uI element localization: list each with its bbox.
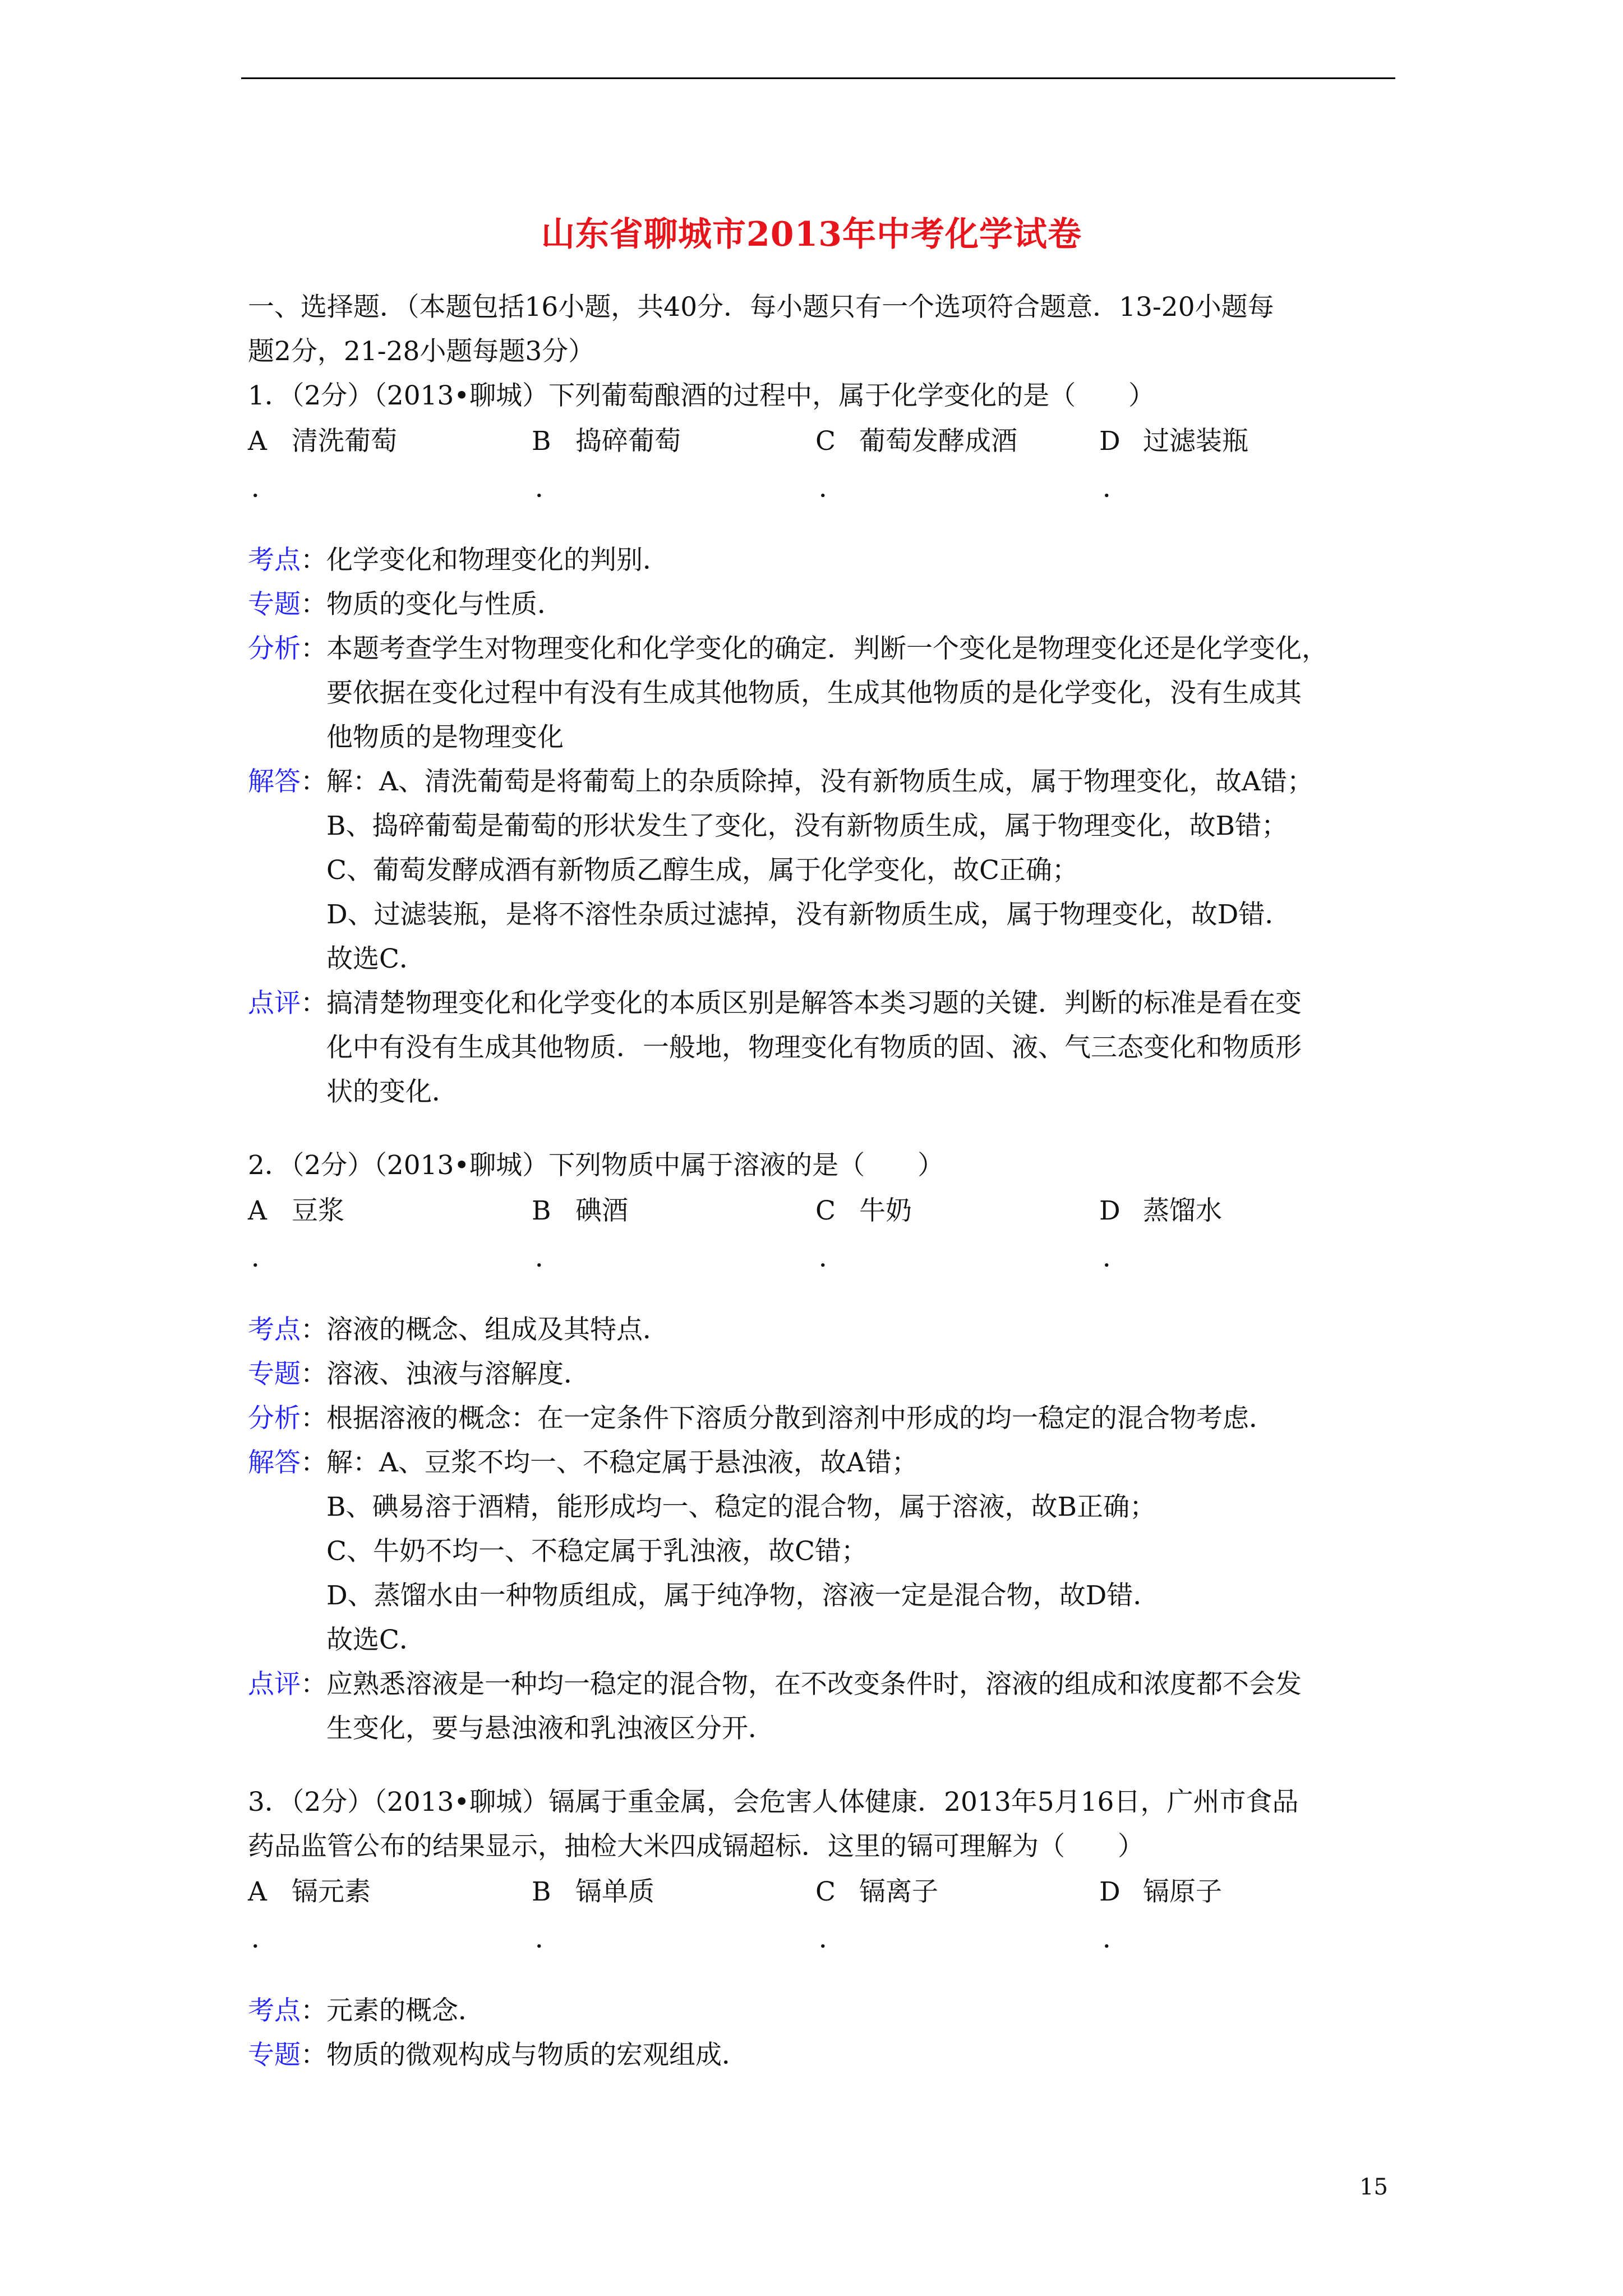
zhuanti-label: 专题：: [248, 2040, 327, 2070]
option-dot: ．: [819, 1243, 845, 1273]
question-stem: [248, 1780, 1398, 1869]
kaodian-label: 考点：: [248, 545, 327, 576]
zhuanti-label: 专题：: [248, 1359, 327, 1389]
dianping-label: 点评：: [248, 1669, 327, 1700]
zhuanti-body: 物质的变化与性质．: [326, 589, 564, 620]
option-text: 过滤装瓶: [1143, 426, 1248, 457]
option-text: 清洗葡萄: [292, 426, 397, 457]
analysis-block: [248, 538, 1398, 1114]
question-stem: [248, 374, 1398, 418]
zhuanti-body: 溶液、浊液与溶解度．: [326, 1359, 590, 1389]
kaodian-label: 考点：: [248, 1314, 327, 1345]
kaodian-body: 溶液的概念、组成及其特点．: [326, 1314, 669, 1345]
options-row: [248, 1870, 1398, 1964]
option-letter: C: [815, 1195, 836, 1226]
question-stem: [248, 1143, 1398, 1188]
option-text: 葡萄发酵成酒: [859, 426, 1017, 457]
page-title: 山东省聊城市2013年中考化学试卷: [541, 215, 1082, 254]
option-text: 捣碎葡萄: [575, 426, 681, 457]
options-row: [248, 419, 1398, 513]
option-letter: A: [248, 1195, 267, 1226]
dianping-body: 应熟悉溶液是一种均一稳定的混合物，在不改变条件时，溶液的组成和浓度都不会发 生变化，要与悬浊液和乳浊液区分开．: [326, 1669, 1302, 1744]
analysis-block: [248, 1989, 1398, 2077]
analysis-block: [248, 1308, 1398, 1751]
fenxi-label: 分析：: [248, 633, 327, 664]
kaodian-body: 化学变化和物理变化的判别．: [326, 545, 669, 576]
question-stem-line: 药品监管公布的结果显示，抽检大米四成镉超标．这里的镉可理解为（ ）: [248, 1831, 1144, 1862]
option-a[interactable]: [248, 1870, 528, 1954]
option-text: 碘酒: [575, 1195, 628, 1226]
option-dot: ．: [535, 473, 561, 504]
options-row: [248, 1189, 1398, 1283]
dianping-entry: [248, 981, 1398, 1114]
option-c[interactable]: [815, 419, 1096, 504]
page-number: 15: [1359, 2174, 1388, 2200]
option-b[interactable]: [532, 1189, 812, 1273]
option-d[interactable]: [1099, 1189, 1380, 1273]
question-stem-line: 1．（2分）（2013•聊城）下列葡萄酿酒的过程中，属于化学变化的是（ ）: [248, 380, 1155, 411]
option-a[interactable]: [248, 419, 528, 504]
zhuanti-entry: [248, 1352, 1398, 1396]
option-text: 镉原子: [1143, 1876, 1222, 1907]
fenxi-entry: [248, 1396, 1398, 1441]
dianping-body: 搞清楚物理变化和化学变化的本质区别是解答本类习题的关键．判断的标准是看在变 化中有没有生成其他物质．一般地，物理变化有物质的固、液、气三态变化和物质形 状的变化．: [326, 988, 1302, 1107]
question-3: [248, 1780, 1398, 2077]
kaodian-label: 考点：: [248, 1995, 327, 2026]
option-dot: ．: [535, 1924, 561, 1954]
option-text: 牛奶: [859, 1195, 912, 1226]
question-stem-line: 3．（2分）（2013•聊城）镉属于重金属，会危害人体健康．2013年5月16日，广州市食品: [248, 1787, 1299, 1818]
option-text: 镉离子: [859, 1876, 938, 1907]
jieda-entry: [248, 760, 1398, 981]
question-stem-line: 2．（2分）（2013•聊城）下列物质中属于溶液的是（ ）: [248, 1150, 944, 1181]
question-2: [248, 1143, 1398, 1751]
question-1: [248, 374, 1398, 1114]
exam-content: [248, 285, 1398, 2077]
option-b[interactable]: [532, 419, 812, 504]
option-text: 豆浆: [292, 1195, 344, 1226]
option-d[interactable]: [1099, 419, 1380, 504]
kaodian-entry: [248, 1308, 1398, 1352]
kaodian-entry: [248, 538, 1398, 582]
kaodian-entry: [248, 1989, 1398, 2033]
header-rule: [241, 77, 1395, 79]
jieda-body: 解：A、清洗葡萄是将葡萄上的杂质除掉，没有新物质生成，属于物理变化，故A错； B、捣碎葡萄是葡萄的形状发生了变化，没有新物质生成，属于物理变化，故B错； C、葡萄发酵成酒有新物质乙醇生成，属于化学变化，故C正确； D、过滤装瓶，是将不溶性杂质过滤掉，没有新物质生成，属于物理变化，故D错． 故选C．: [326, 766, 1313, 974]
option-dot: ．: [251, 1243, 278, 1273]
option-letter: A: [248, 426, 267, 457]
fenxi-body: 根据溶液的概念：在一定条件下溶质分散到溶剂中形成的均一稳定的混合物考虑．: [326, 1403, 1275, 1434]
option-a[interactable]: [248, 1189, 528, 1273]
jieda-label: 解答：: [248, 1447, 327, 1478]
option-dot: ．: [819, 473, 845, 504]
fenxi-entry: [248, 627, 1398, 760]
option-dot: ．: [819, 1924, 845, 1954]
fenxi-body: 本题考查学生对物理变化和化学变化的确定．判断一个变化是物理变化还是化学变化， 要依据在变化过程中有没有生成其他物质，生成其他物质的是化学变化，没有生成其 他物质的是物理变化: [326, 633, 1328, 753]
zhuanti-entry: [248, 582, 1398, 627]
option-letter: B: [532, 426, 551, 457]
option-dot: ．: [251, 1924, 278, 1954]
option-text: 镉元素: [292, 1876, 371, 1907]
option-letter: B: [532, 1195, 551, 1226]
option-text: 蒸馏水: [1143, 1195, 1222, 1226]
option-letter: A: [248, 1876, 267, 1907]
option-letter: D: [1099, 426, 1121, 457]
option-letter: B: [532, 1876, 551, 1907]
zhuanti-entry: [248, 2033, 1398, 2077]
fenxi-label: 分析：: [248, 1403, 327, 1434]
option-dot: ．: [1103, 473, 1129, 504]
section-intro-line: 一、选择题．（本题包括16小题，共40分．每小题只有一个选项符合题意．13-20小题每: [248, 292, 1274, 323]
jieda-body: 解：A、豆浆不均一、不稳定属于悬浊液，故A错； B、碘易溶于酒精，能形成均一、稳定的混合物，属于溶液，故B正确； C、牛奶不均一、不稳定属于乳浊液，故C错； D、蒸馏水由一种物质组成，属于纯净物，溶液一定是混合物，故D错． 故选C．: [326, 1447, 1160, 1655]
option-letter: D: [1099, 1876, 1121, 1907]
jieda-entry: [248, 1441, 1398, 1662]
option-dot: ．: [535, 1243, 561, 1273]
option-d[interactable]: [1099, 1870, 1380, 1954]
zhuanti-body: 物质的微观构成与物质的宏观组成．: [326, 2040, 748, 2070]
option-letter: C: [815, 1876, 836, 1907]
option-c[interactable]: [815, 1870, 1096, 1954]
kaodian-body: 元素的概念．: [326, 1995, 485, 2026]
section-intro: [248, 285, 1398, 374]
option-letter: C: [815, 426, 836, 457]
jieda-label: 解答：: [248, 766, 327, 797]
option-dot: ．: [1103, 1243, 1129, 1273]
option-b[interactable]: [532, 1870, 812, 1954]
option-letter: D: [1099, 1195, 1121, 1226]
option-text: 镉单质: [575, 1876, 654, 1907]
option-dot: ．: [251, 473, 278, 504]
option-c[interactable]: [815, 1189, 1096, 1273]
zhuanti-label: 专题：: [248, 589, 327, 620]
section-intro-line: 题2分，21-28小题每题3分）: [248, 336, 595, 367]
option-dot: ．: [1103, 1924, 1129, 1954]
dianping-entry: [248, 1662, 1398, 1751]
dianping-label: 点评：: [248, 988, 327, 1019]
